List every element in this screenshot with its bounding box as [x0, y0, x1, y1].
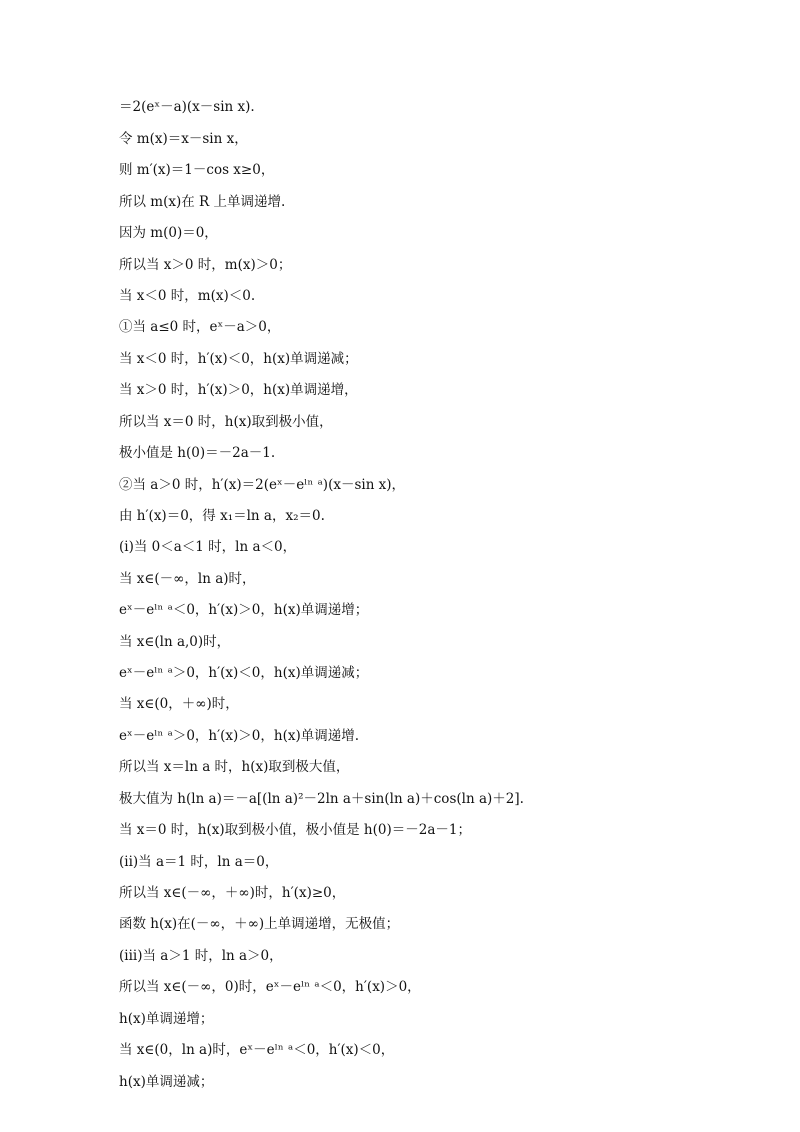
text-line: eˣ－eˡⁿ ᵃ＜0，h′(x)＞0，h(x)单调递增； [119, 602, 369, 618]
text-line: 当 x＞0 时，h′(x)＞0，h(x)单调递增， [119, 382, 358, 398]
text-line: 当 x∈(ln a,0)时， [119, 634, 231, 650]
text-line: 所以 m(x)在 R 上单调递增. [119, 194, 286, 210]
text-line: 当 x＝0 时，h(x)取到极小值，极小值是 h(0)＝－2a－1； [119, 822, 471, 838]
text-line: (i)当 0＜a＜1 时，ln a＜0， [119, 539, 297, 555]
text-line: (ii)当 a＝1 时，ln a＝0， [119, 854, 279, 870]
text-line: 所以当 x∈(－∞，＋∞)时，h′(x)≥0， [119, 885, 346, 901]
text-line: (iii)当 a＞1 时，ln a＞0， [119, 948, 283, 964]
text-line: 极小值是 h(0)＝－2a－1. [119, 445, 276, 461]
text-line: 所以当 x＝ln a 时，h(x)取到极大值， [119, 759, 350, 775]
text-line: 当 x＜0 时，h′(x)＜0，h(x)单调递减； [119, 351, 358, 367]
text-line: 函数 h(x)在(－∞，＋∞)上单调递增，无极值； [119, 916, 400, 932]
text-line: eˣ－eˡⁿ ᵃ＞0，h′(x)＞0，h(x)单调递增. [119, 728, 360, 744]
text-line: 当 x∈(－∞，ln a)时， [119, 571, 256, 587]
text-line: 因为 m(0)＝0， [119, 225, 218, 241]
text-line: 极大值为 h(ln a)＝－a[(ln a)²－2ln a＋sin(ln a)＋cos(ln a)＋2]. [119, 791, 524, 807]
text-line: ②当 a＞0 时，h′(x)＝2(eˣ－eˡⁿ ᵃ)(x－sin x)， [119, 477, 406, 493]
text-line: 所以当 x＝0 时，h(x)取到极小值， [119, 414, 333, 430]
text-line: 所以当 x∈(－∞，0)时，eˣ－eˡⁿ ᵃ＜0，h′(x)＞0， [119, 979, 421, 995]
text-line: 由 h′(x)＝0，得 x₁＝ln a，x₂＝0. [119, 508, 325, 524]
text-line: 令 m(x)＝x－sin x， [119, 131, 248, 147]
text-line: h(x)单调递减； [119, 1074, 214, 1090]
text-line: 则 m′(x)＝1－cos x≥0， [119, 162, 275, 178]
text-line: 当 x∈(0，ln a)时，eˣ－eˡⁿ ᵃ＜0，h′(x)＜0， [119, 1042, 395, 1058]
text-line: ①当 a≤0 时，eˣ－a＞0， [119, 319, 281, 335]
text-line: 所以当 x＞0 时，m(x)＞0； [119, 257, 292, 273]
text-line: 当 x∈(0，＋∞)时， [119, 696, 239, 712]
text-line: 当 x＜0 时，m(x)＜0. [119, 288, 256, 304]
text-line: ＝2(eˣ－a)(x－sin x). [119, 99, 255, 115]
text-line: h(x)单调递增； [119, 1011, 214, 1027]
text-line: eˣ－eˡⁿ ᵃ＞0，h′(x)＜0，h(x)单调递减； [119, 665, 369, 681]
